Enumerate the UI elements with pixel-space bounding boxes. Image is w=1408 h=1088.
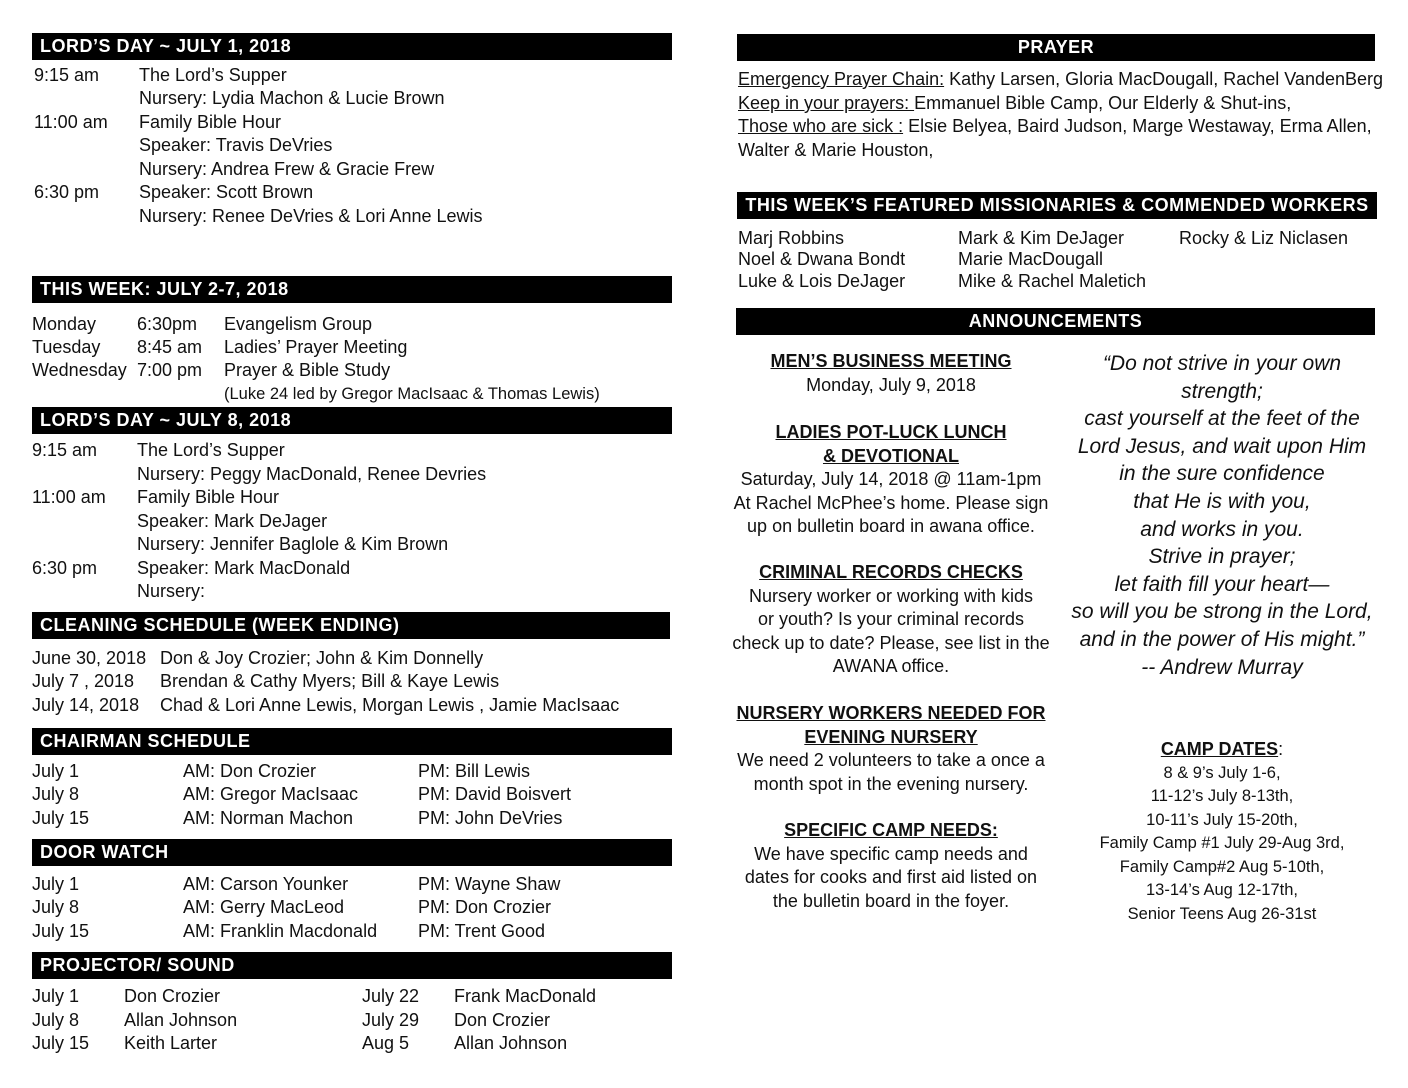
- chairman-pm: PM: David Boisvert: [418, 784, 572, 804]
- week-event-note: (Luke 24 led by Gregor MacIsaac & Thomas Lewis): [224, 385, 600, 403]
- projector-date: July 8: [32, 1010, 80, 1030]
- lords-day-july-8-heading: LORD’S DAY ~ JULY 8, 2018: [32, 407, 672, 434]
- schedule-item: The Lord’s Supper: [139, 65, 287, 85]
- door-watch-pm: PM: Don Crozier: [418, 897, 552, 917]
- announcement-camp-needs: [716, 819, 1066, 913]
- week-time: 8:45 am: [137, 337, 203, 357]
- projector-name: Don Crozier: [454, 1010, 551, 1030]
- keep-in-prayers-label: Keep in your prayers:: [738, 93, 915, 113]
- announcement-line: or youth? Is your criminal records: [757, 609, 1025, 629]
- chairman-date: July 1: [32, 761, 80, 781]
- schedule-item: Speaker: Scott Brown: [139, 182, 314, 202]
- sick-text: Elsie Belyea, Baird Judson, Marge Westaway, Erma Allen,: [903, 116, 1372, 136]
- quote-line: strength;: [1181, 379, 1263, 403]
- camp-date-line: Senior Teens Aug 26-31st: [1127, 904, 1317, 923]
- announcement-line: We have specific camp needs and: [754, 843, 1028, 864]
- schedule-time: 6:30 pm: [34, 182, 100, 202]
- week-event: Evangelism Group: [224, 314, 373, 334]
- camp-dates-title: CAMP DATES: [1160, 739, 1279, 759]
- schedule-item: Family Bible Hour: [139, 112, 282, 132]
- announcement-line: We need 2 volunteers to take a once a: [737, 750, 1045, 770]
- door-watch-pm: PM: Trent Good: [418, 921, 546, 941]
- announcement-title: MEN’S BUSINESS MEETING: [770, 351, 1012, 371]
- quote-line: and in the power of His might.”: [1079, 627, 1365, 651]
- announcement-line: Saturday, July 14, 2018 @ 11am-1pm: [740, 469, 1042, 489]
- camp-date-line: 10-11’s July 15-20th,: [1146, 810, 1298, 829]
- schedule-item: The Lord’s Supper: [137, 440, 285, 460]
- week-day: Wednesday: [32, 360, 127, 380]
- projector-date: July 22: [362, 986, 420, 1006]
- prayer-heading: PRAYER: [737, 34, 1375, 61]
- chairman-date: July 8: [32, 784, 80, 804]
- announcement-title: CRIMINAL RECORDS CHECKS: [759, 562, 1023, 582]
- chairman-am: AM: Don Crozier: [183, 761, 317, 781]
- announcement-line: At Rachel McPhee’s home. Please sign: [733, 492, 1049, 513]
- announcement-line: month spot in the evening nursery.: [753, 773, 1029, 794]
- chairman-date: July 15: [32, 808, 90, 828]
- andrew-murray-quote: [1062, 350, 1382, 681]
- projector-date: July 15: [32, 1033, 90, 1053]
- schedule-item: Speaker: Travis DeVries: [139, 135, 333, 155]
- week-event: Prayer & Bible Study: [224, 360, 391, 380]
- schedule-time: 6:30 pm: [32, 558, 98, 578]
- announcement-line: check up to date? Please, see list in the: [732, 632, 1050, 653]
- missionary-name: Mark & Kim DeJager: [958, 228, 1125, 248]
- camp-date-line: Family Camp #1 July 29-Aug 3rd,: [1099, 834, 1345, 852]
- cleaning-names: Brendan & Cathy Myers; Bill & Kaye Lewis: [160, 671, 500, 691]
- missionary-name: Luke & Lois DeJager: [738, 271, 906, 291]
- quote-line: Strive in prayer;: [1148, 545, 1296, 569]
- week-event: Ladies’ Prayer Meeting: [224, 337, 408, 357]
- door-watch-date: July 15: [32, 921, 90, 941]
- week-day: Tuesday: [32, 337, 101, 357]
- quote-line: Lord Jesus, and wait upon Him: [1077, 434, 1367, 458]
- schedule-time: 9:15 am: [32, 440, 98, 460]
- announcement-line: up on bulletin board in awana office.: [747, 516, 1035, 536]
- schedule-time: 11:00 am: [34, 112, 108, 132]
- missionary-name: Marie MacDougall: [958, 249, 1104, 269]
- schedule-item: Nursery: Andrea Frew & Gracie Frew: [139, 159, 435, 179]
- announcement-line: dates for cooks and first aid listed on: [744, 867, 1038, 887]
- camp-date-line: 13-14’s Aug 12-17th,: [1146, 881, 1298, 899]
- projector-sound-heading: PROJECTOR/ SOUND: [32, 952, 672, 979]
- quote-line: “Do not strive in your own: [1102, 352, 1342, 375]
- prayer-chain-line: [738, 68, 1383, 91]
- door-watch-date: July 1: [32, 874, 80, 894]
- schedule-item: Nursery: Lydia Machon & Lucie Brown: [139, 88, 445, 108]
- schedule-item: Nursery: Peggy MacDonald, Renee Devries: [137, 464, 487, 484]
- door-watch-pm: PM: Wayne Shaw: [418, 874, 561, 894]
- projector-date: July 29: [362, 1010, 420, 1030]
- keep-in-prayers-text: Emmanuel Bible Camp, Our Elderly & Shut-ins,: [914, 93, 1292, 113]
- chairman-am: AM: Norman Machon: [183, 808, 354, 828]
- projector-date: Aug 5: [362, 1033, 410, 1053]
- projector-date: July 1: [32, 986, 80, 1006]
- announcement-criminal-records: [716, 561, 1066, 679]
- chairman-schedule-heading: CHAIRMAN SCHEDULE: [32, 728, 672, 755]
- this-week-heading: THIS WEEK: JULY 2-7, 2018: [32, 276, 672, 303]
- camp-dates: [1062, 738, 1382, 926]
- door-watch-date: July 8: [32, 897, 80, 917]
- door-watch-am: AM: Carson Younker: [183, 874, 349, 894]
- cleaning-date: June 30, 2018: [32, 648, 147, 668]
- keep-in-prayers-line: [738, 92, 1291, 115]
- missionary-name: Rocky & Liz Niclasen: [1179, 228, 1349, 248]
- schedule-item: Speaker: Mark DeJager: [137, 511, 328, 531]
- quote-line: and works in you.: [1140, 517, 1304, 541]
- announcement-mens-meeting: [726, 350, 1056, 397]
- week-time: 7:00 pm: [137, 360, 203, 380]
- sick-line-continued: Walter & Marie Houston,: [738, 140, 934, 160]
- projector-name: Allan Johnson: [454, 1033, 568, 1053]
- announcement-line: Nursery worker or working with kids: [748, 585, 1034, 606]
- quote-attribution: -- Andrew Murray: [1141, 655, 1303, 679]
- announcement-title: EVENING NURSERY: [804, 726, 978, 747]
- schedule-time: 11:00 am: [32, 487, 106, 507]
- lords-day-july-1-heading: LORD’S DAY ~ JULY 1, 2018: [32, 33, 672, 60]
- prayer-chain-text: Kathy Larsen, Gloria MacDougall, Rachel VandenBerg: [944, 69, 1384, 89]
- sick-label: Those who are sick :: [738, 116, 904, 136]
- schedule-item: Speaker: Mark MacDonald: [137, 558, 351, 578]
- door-watch-heading: DOOR WATCH: [32, 839, 672, 866]
- quote-line: cast yourself at the feet of the: [1084, 407, 1360, 431]
- missionary-name: Mike & Rachel Maletich: [958, 271, 1147, 291]
- chairman-am: AM: Gregor MacIsaac: [183, 784, 359, 804]
- missionary-name: Noel & Dwana Bondt: [738, 249, 906, 269]
- quote-line: so will you be strong in the Lord,: [1071, 600, 1373, 624]
- camp-date-line: Family Camp#2 Aug 5-10th,: [1119, 857, 1325, 876]
- missionary-name: Marj Robbins: [738, 228, 845, 248]
- schedule-item: Nursery: Jennifer Baglole & Kim Brown: [137, 534, 449, 554]
- camp-date-line: 8 & 9’s July 1-6,: [1163, 763, 1281, 782]
- projector-name: Don Crozier: [124, 986, 221, 1006]
- projector-name: Frank MacDonald: [454, 986, 597, 1006]
- announcement-title: SPECIFIC CAMP NEEDS:: [784, 820, 998, 840]
- cleaning-names: Don & Joy Crozier; John & Kim Donnelly: [160, 648, 484, 668]
- week-time: 6:30pm: [137, 314, 198, 334]
- door-watch-am: AM: Gerry MacLeod: [183, 897, 345, 917]
- cleaning-date: July 14, 2018: [32, 695, 140, 715]
- quote-line: in the sure confidence: [1119, 462, 1325, 486]
- prayer-chain-label: Emergency Prayer Chain:: [738, 69, 945, 89]
- camp-dates-colon: :: [1278, 739, 1284, 759]
- projector-name: Allan Johnson: [124, 1010, 238, 1030]
- announcement-line: Monday, July 9, 2018: [806, 374, 976, 395]
- announcements-heading: ANNOUNCEMENTS: [736, 308, 1375, 335]
- chairman-pm: PM: John DeVries: [418, 808, 563, 828]
- sick-line: [738, 115, 1372, 138]
- schedule-item: Family Bible Hour: [137, 487, 280, 507]
- projector-name: Keith Larter: [124, 1033, 218, 1053]
- cleaning-names: Chad & Lori Anne Lewis, Morgan Lewis , Jamie MacIsaac: [160, 695, 620, 715]
- announcement-title: LADIES POT-LUCK LUNCH: [775, 422, 1007, 442]
- camp-dates-title-line: [1062, 738, 1382, 762]
- schedule-item: Nursery:: [137, 581, 206, 601]
- schedule-item: Nursery: Renee DeVries & Lori Anne Lewis: [139, 206, 483, 226]
- week-day: Monday: [32, 314, 97, 334]
- chairman-pm: PM: Bill Lewis: [418, 761, 531, 781]
- schedule-time: 9:15 am: [34, 65, 100, 85]
- door-watch-am: AM: Franklin Macdonald: [183, 921, 378, 941]
- announcement-line: AWANA office.: [832, 656, 950, 676]
- announcement-title: & DEVOTIONAL: [822, 445, 959, 466]
- quote-line: let faith fill your heart—: [1114, 572, 1330, 596]
- cleaning-schedule-heading: CLEANING SCHEDULE (WEEK ENDING): [32, 612, 670, 639]
- announcement-title: NURSERY WORKERS NEEDED FOR: [736, 703, 1046, 723]
- announcement-ladies-lunch: [716, 421, 1066, 539]
- quote-line: that He is with you,: [1133, 489, 1311, 513]
- announcement-line: the bulletin board in the foyer.: [772, 890, 1010, 911]
- announcement-nursery-workers: [716, 702, 1066, 796]
- missionaries-heading: THIS WEEK’S FEATURED MISSIONARIES & COMMENDED WORKERS: [737, 192, 1377, 219]
- camp-date-line: 11-12’s July 8-13th,: [1150, 787, 1294, 805]
- cleaning-date: July 7 , 2018: [32, 671, 135, 691]
